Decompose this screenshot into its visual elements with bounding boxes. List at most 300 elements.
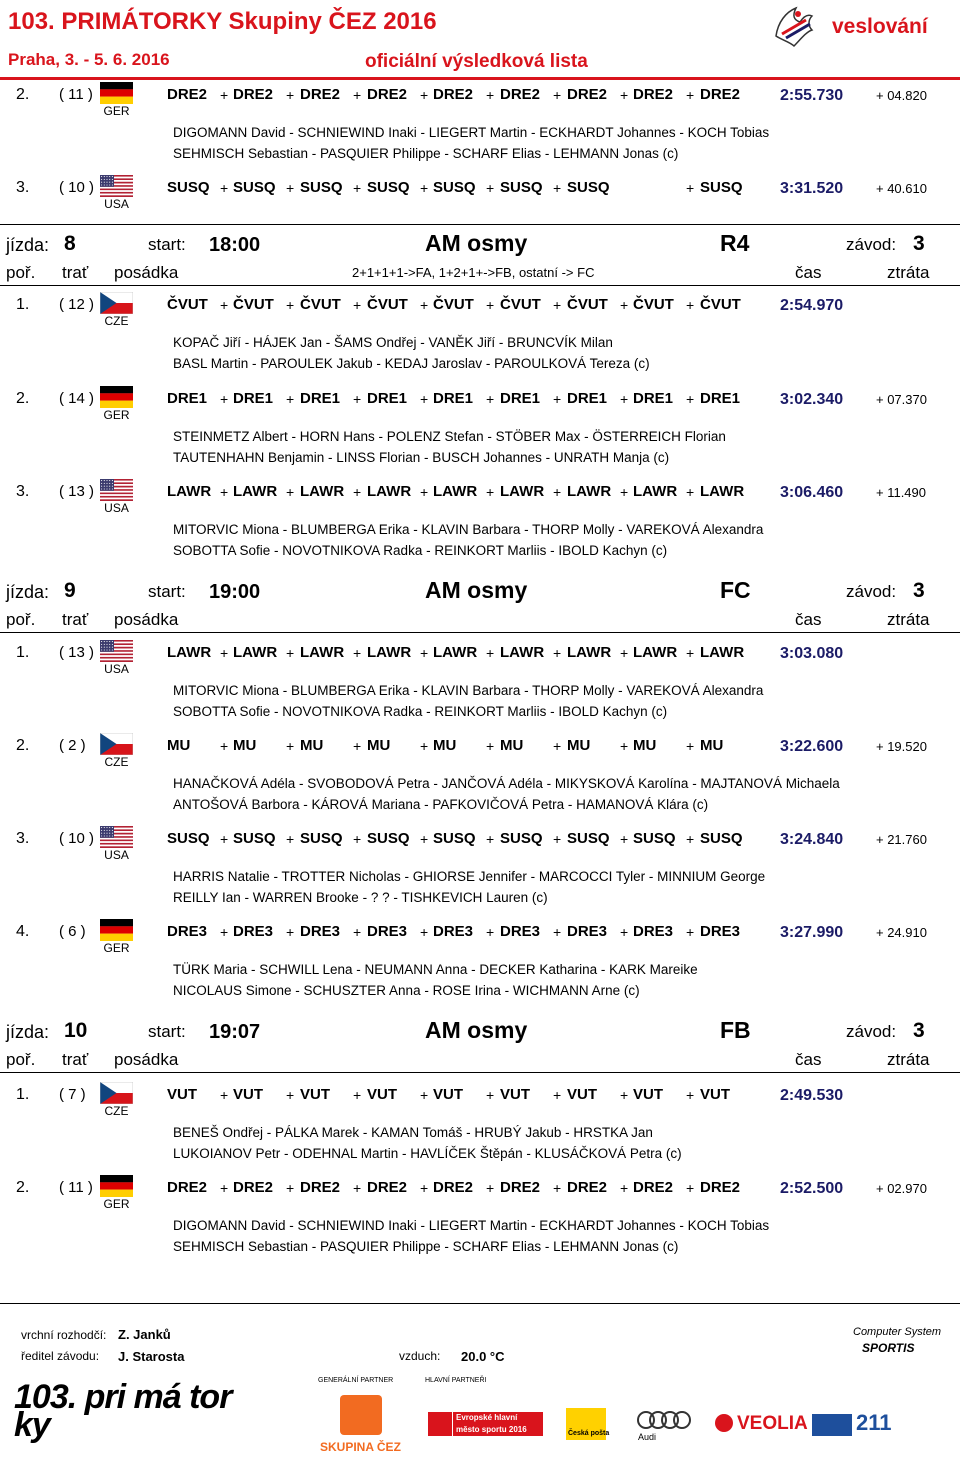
crew-code: DRE2: [167, 86, 208, 103]
crew-separator: +: [353, 831, 362, 847]
crew-separator: +: [553, 1180, 562, 1196]
crew-separator: +: [553, 831, 562, 847]
crew-separator: +: [553, 924, 562, 940]
crew-separator: +: [553, 738, 562, 754]
crew-separator: +: [420, 391, 429, 407]
country-code: USA: [104, 197, 129, 211]
vzp-logo-icon: [812, 1414, 852, 1436]
cze-flag-icon: [100, 1082, 133, 1104]
crew-separator: +: [686, 180, 695, 196]
result-position: 3.: [16, 483, 30, 500]
crew-separator: +: [286, 645, 295, 661]
crew-separator: +: [420, 297, 429, 313]
director-name: J. Starosta: [118, 1349, 185, 1364]
crew-separator: +: [686, 831, 695, 847]
crew-code: DRE2: [300, 1179, 341, 1196]
result-position: 2.: [16, 737, 30, 754]
usa-flag-icon: [100, 175, 133, 197]
col-header-loss: ztráta: [887, 1050, 930, 1069]
crew-code: LAWR: [300, 483, 345, 500]
crew-code: DRE1: [700, 390, 741, 407]
usa-flag-icon: [100, 479, 133, 501]
audi-logo-text: Audi: [638, 1432, 657, 1442]
race-code: FB: [720, 1017, 751, 1043]
country-code: GER: [103, 941, 130, 955]
race-label: jízda:: [6, 235, 50, 255]
sportis-logo: SPORTIS: [862, 1341, 915, 1355]
crew-separator: +: [420, 831, 429, 847]
crew-separator: +: [486, 1180, 495, 1196]
race-name: AM osmy: [425, 577, 528, 603]
ger-flag-icon: [100, 82, 133, 104]
crew-code: VUT: [367, 1086, 397, 1103]
crew-code: SUSQ: [233, 179, 276, 196]
crew-code: DRE1: [500, 390, 541, 407]
crew-separator: +: [286, 297, 295, 313]
crew-separator: +: [286, 1180, 295, 1196]
event-logo-text: 103. pri má tor ky: [14, 1378, 232, 1444]
crew-code: LAWR: [300, 644, 345, 661]
col-header-time: čas: [795, 263, 822, 282]
crew-separator: +: [553, 297, 562, 313]
col-header-lane: trať: [62, 263, 89, 282]
crew-code: DRE3: [300, 923, 341, 940]
crew-code: LAWR: [433, 644, 478, 661]
crew-separator: +: [286, 180, 295, 196]
results-list-title: oficiální výsledková lista: [365, 51, 588, 72]
crew-separator: +: [686, 484, 695, 500]
crew-code: SUSQ: [167, 830, 210, 847]
crew-code: DRE2: [700, 1179, 741, 1196]
crew-separator: +: [686, 645, 695, 661]
crew-code: VUT: [500, 1086, 530, 1103]
col-header-time: čas: [795, 610, 822, 629]
crew-code: DRE3: [633, 923, 674, 940]
crew-code: SUSQ: [633, 830, 676, 847]
crew-code: ČVUT: [300, 296, 341, 313]
result-position: 4.: [16, 923, 30, 940]
crew-separator: +: [620, 738, 629, 754]
crew-code: SUSQ: [500, 830, 543, 847]
usa-flag-icon: [100, 640, 133, 662]
crew-names-line: TÜRK Maria - SCHWILL Lena - NEUMANN Anna - DECKER Katharina - KARK Mareike: [173, 962, 698, 977]
race-label: jízda:: [6, 582, 50, 602]
crew-code: DRE1: [300, 390, 341, 407]
crew-separator: +: [420, 87, 429, 103]
crew-code: MU: [567, 737, 591, 754]
crew-separator: +: [486, 645, 495, 661]
crew-code: ČVUT: [367, 296, 408, 313]
result-loss: + 07.370: [876, 392, 927, 407]
crew-code: MU: [300, 737, 324, 754]
crew-separator: +: [220, 831, 229, 847]
crew-separator: +: [353, 924, 362, 940]
air-temp-label: vzduch:: [399, 1349, 441, 1363]
col-header-lane: trať: [62, 1050, 89, 1069]
cez-logo-icon: [340, 1395, 382, 1435]
crew-separator: +: [220, 297, 229, 313]
race-number: 8: [64, 232, 76, 255]
general-partner-label: GENERÁLNÍ PARTNER: [318, 1377, 394, 1384]
cze-flag-icon: [100, 733, 133, 755]
country-code: CZE: [104, 314, 129, 328]
race-header-divider: [0, 1072, 960, 1073]
crew-code: SUSQ: [367, 830, 410, 847]
event-number: 3: [913, 232, 925, 255]
crew-separator: +: [686, 924, 695, 940]
crew-separator: +: [353, 1180, 362, 1196]
crew-code: LAWR: [167, 483, 212, 500]
event-logo: [14, 1378, 274, 1444]
crew-separator: +: [220, 1087, 229, 1103]
event-dates: Praha, 3. - 5. 6. 2016: [8, 50, 170, 69]
country-code: GER: [103, 408, 130, 422]
crew-separator: +: [420, 180, 429, 196]
crew-separator: +: [620, 645, 629, 661]
crew-names-line: BASL Martin - PAROULEK Jakub - KEDAJ Jaroslav - PAROULKOVÁ Tereza (c): [173, 356, 650, 371]
crew-code: SUSQ: [300, 179, 343, 196]
crew-separator: +: [620, 924, 629, 940]
country-code: USA: [104, 501, 129, 515]
crew-code: SUSQ: [700, 830, 743, 847]
crew-code: DRE2: [567, 86, 608, 103]
crew-code: LAWR: [433, 483, 478, 500]
crew-separator: +: [486, 87, 495, 103]
crew-code: DRE2: [700, 86, 741, 103]
crew-code: DRE2: [433, 1179, 474, 1196]
result-lane: ( 11 ): [59, 86, 93, 103]
crew-separator: +: [620, 831, 629, 847]
crew-separator: +: [220, 645, 229, 661]
crew-code: DRE2: [633, 86, 674, 103]
crew-separator: +: [353, 645, 362, 661]
race-header-divider: [0, 632, 960, 633]
crew-code: SUSQ: [567, 179, 610, 196]
crew-code: LAWR: [633, 644, 678, 661]
col-header-crew: posádka: [114, 1050, 179, 1069]
crew-separator: +: [220, 1180, 229, 1196]
crew-separator: +: [420, 1087, 429, 1103]
result-lane: ( 13 ): [59, 483, 95, 500]
crew-separator: +: [486, 831, 495, 847]
crew-code: DRE3: [167, 923, 208, 940]
cez-logo-text: SKUPINA ČEZ: [320, 1440, 401, 1454]
race-label: jízda:: [6, 1022, 50, 1042]
ceska-posta-logo-text: Česká pošta: [568, 1430, 610, 1437]
crew-separator: +: [220, 180, 229, 196]
crew-names-line: REILLY Ian - WARREN Brooke - ? ? - TISHKEVICH Lauren (c): [173, 890, 548, 905]
result-time: 3:03.080: [780, 645, 844, 662]
result-loss: + 11.490: [876, 485, 927, 500]
result-time: 3:24.840: [780, 831, 844, 848]
crew-code: DRE2: [233, 86, 274, 103]
crew-separator: +: [220, 738, 229, 754]
crew-code: DRE3: [367, 923, 408, 940]
ger-flag-icon: [100, 919, 133, 941]
crew-separator: +: [286, 831, 295, 847]
czech-rowing-emblem-icon: [768, 2, 820, 52]
crew-code: LAWR: [567, 644, 612, 661]
result-lane: ( 14 ): [59, 390, 95, 407]
crew-code: MU: [367, 737, 391, 754]
result-lane: ( 10 ): [59, 179, 95, 196]
race-code: FC: [720, 577, 751, 603]
crew-separator: +: [353, 87, 362, 103]
crew-separator: +: [486, 924, 495, 940]
crew-names-line: SOBOTTA Sofie - NOVOTNIKOVA Radka - REINKORT Marliis - IBOLD Kachyn (c): [173, 704, 668, 719]
result-time: 3:27.990: [780, 924, 844, 941]
crew-code: LAWR: [633, 483, 678, 500]
crew-code: DRE2: [567, 1179, 608, 1196]
crew-separator: +: [486, 391, 495, 407]
crew-code: VUT: [700, 1086, 730, 1103]
crew-separator: +: [420, 484, 429, 500]
col-header-crew: posádka: [114, 610, 179, 629]
crew-names-line: MITORVIC Miona - BLUMBERGA Erika - KLAVIN Barbara - THORP Molly - VAREKOVÁ Alexandra: [173, 683, 764, 698]
crew-code: MU: [167, 737, 191, 754]
crew-code: DRE1: [433, 390, 474, 407]
sport-name: veslování: [832, 15, 928, 38]
ger-flag-icon: [100, 1175, 133, 1197]
crew-code: MU: [500, 737, 524, 754]
main-partners-label: HLAVNÍ PARTNEŘI: [425, 1377, 487, 1384]
crew-separator: +: [686, 1180, 695, 1196]
crew-names-line: ANTOŠOVÁ Barbora - KÁROVÁ Mariana - PAFKOVIČOVÁ Petra - HAMANOVÁ Klára (c): [173, 797, 709, 812]
crew-separator: +: [286, 391, 295, 407]
crew-code: VUT: [167, 1086, 197, 1103]
result-lane: ( 11 ): [59, 1179, 93, 1196]
referee-label: vrchní rozhodčí:: [21, 1328, 107, 1342]
crew-code: ČVUT: [633, 296, 674, 313]
crew-separator: +: [686, 297, 695, 313]
crew-separator: +: [286, 484, 295, 500]
result-time: 2:52.500: [780, 1180, 844, 1197]
crew-code: DRE1: [367, 390, 408, 407]
crew-code: ČVUT: [233, 296, 274, 313]
crew-code: DRE2: [633, 1179, 674, 1196]
crew-separator: +: [220, 87, 229, 103]
result-lane: ( 6 ): [59, 923, 86, 940]
crew-separator: +: [553, 484, 562, 500]
crew-separator: +: [553, 391, 562, 407]
crew-separator: +: [686, 391, 695, 407]
crew-code: LAWR: [500, 483, 545, 500]
crew-code: DRE1: [633, 390, 674, 407]
crew-separator: +: [286, 924, 295, 940]
crew-separator: +: [486, 297, 495, 313]
country-code: CZE: [104, 755, 129, 769]
race-name: AM osmy: [425, 1017, 528, 1043]
crew-separator: +: [620, 484, 629, 500]
crew-code: MU: [700, 737, 724, 754]
crew-code: MU: [433, 737, 457, 754]
crew-separator: +: [220, 924, 229, 940]
crew-code: DRE1: [167, 390, 208, 407]
crew-code: VUT: [567, 1086, 597, 1103]
crew-code: VUT: [633, 1086, 663, 1103]
crew-separator: +: [486, 484, 495, 500]
crew-separator: +: [686, 87, 695, 103]
crew-names-line: SEHMISCH Sebastian - PASQUIER Philippe - SCHARF Elias - LEHMANN Jonas (c): [173, 146, 679, 161]
crew-separator: +: [486, 1087, 495, 1103]
country-code: GER: [103, 1197, 130, 1211]
crew-code: DRE1: [567, 390, 608, 407]
col-header-loss: ztráta: [887, 263, 930, 282]
crew-names-line: MITORVIC Miona - BLUMBERGA Erika - KLAVIN Barbara - THORP Molly - VAREKOVÁ Alexandra: [173, 522, 764, 537]
race-code: R4: [720, 230, 750, 256]
result-position: 2.: [16, 86, 30, 103]
crew-separator: +: [620, 1180, 629, 1196]
crew-code: DRE2: [300, 86, 341, 103]
race-header-divider: [0, 285, 960, 286]
crew-code: MU: [233, 737, 257, 754]
crew-separator: +: [686, 1087, 695, 1103]
crew-names-line: SOBOTTA Sofie - NOVOTNIKOVA Radka - REINKORT Marliis - IBOLD Kachyn (c): [173, 543, 668, 558]
start-time: 19:00: [209, 581, 261, 603]
crew-separator: +: [553, 645, 562, 661]
crew-code: LAWR: [233, 483, 278, 500]
col-header-lane: trať: [62, 610, 89, 629]
col-header-crew: posádka: [114, 263, 179, 282]
result-position: 1.: [16, 296, 30, 313]
ger-flag-icon: [100, 386, 133, 408]
result-loss: + 02.970: [876, 1181, 927, 1196]
result-loss: + 40.610: [876, 181, 927, 196]
air-temp-value: 20.0 °C: [461, 1349, 505, 1364]
crew-code: ČVUT: [433, 296, 474, 313]
crew-code: DRE2: [500, 86, 541, 103]
crew-separator: +: [220, 391, 229, 407]
crew-separator: +: [353, 1087, 362, 1103]
crew-names-line: HANAČKOVÁ Adéla - SVOBODOVÁ Petra - JANČOVÁ Adéla - MIKYSKOVÁ Karolína - MAJTANOVÁ Michaela: [173, 776, 840, 791]
progression-rule: 2+1+1+1->FA, 1+2+1+->FB, ostatní -> FC: [352, 265, 595, 280]
crew-code: SUSQ: [233, 830, 276, 847]
col-header-time: čas: [795, 1050, 822, 1069]
referee-name: Z. Janků: [118, 1327, 171, 1342]
result-lane: ( 10 ): [59, 830, 95, 847]
crew-code: VUT: [433, 1086, 463, 1103]
crew-code: SUSQ: [300, 830, 343, 847]
event-label: závod:: [846, 1022, 897, 1041]
crew-code: VUT: [300, 1086, 330, 1103]
result-position: 1.: [16, 644, 30, 661]
crew-code: VUT: [233, 1086, 263, 1103]
vzp-logo-text: 211: [856, 1410, 892, 1435]
crew-names-line: HARRIS Natalie - TROTTER Nicholas - GHIORSE Jennifer - MARCOCCI Tyler - MINNIUM George: [173, 869, 766, 884]
crew-code: ČVUT: [567, 296, 608, 313]
result-loss: + 24.910: [876, 925, 927, 940]
result-time: 2:54.970: [780, 297, 844, 314]
start-time: 18:00: [209, 234, 261, 256]
result-lane: ( 13 ): [59, 644, 95, 661]
crew-separator: +: [420, 924, 429, 940]
veolia-logo-text: VEOLIA: [737, 1413, 808, 1434]
crew-code: LAWR: [700, 644, 745, 661]
footer-divider: [0, 1303, 960, 1304]
crew-code: ČVUT: [167, 296, 208, 313]
result-time: 3:02.340: [780, 391, 844, 408]
event-label: závod:: [846, 235, 897, 254]
col-header-position: poř.: [6, 263, 36, 282]
crew-names-line: LUKOIANOV Petr - ODEHNAL Martin - HAVLÍČEK Štěpán - KLUSÁČKOVÁ Petra (c): [173, 1146, 682, 1161]
event-number: 3: [913, 1019, 925, 1042]
race-number: 10: [64, 1019, 88, 1042]
crew-separator: +: [353, 738, 362, 754]
crew-names-line: TAUTENHAHN Benjamin - LINSS Florian - BUSCH Johannes - UNRATH Manja (c): [173, 450, 670, 465]
crew-separator: +: [286, 87, 295, 103]
crew-separator: +: [620, 297, 629, 313]
result-loss: + 19.520: [876, 739, 927, 754]
crew-code: SUSQ: [433, 830, 476, 847]
start-label: start:: [148, 235, 186, 254]
crew-code: DRE3: [433, 923, 474, 940]
result-time: 3:22.600: [780, 738, 844, 755]
header-divider: [0, 77, 960, 80]
crew-code: DRE3: [500, 923, 541, 940]
result-lane: ( 2 ): [59, 737, 86, 754]
race-number: 9: [64, 579, 76, 602]
crew-separator: +: [553, 87, 562, 103]
crew-separator: +: [420, 645, 429, 661]
praha-logo-text: Evropské hlavní město sportu 2016: [453, 1412, 543, 1436]
race-name: AM osmy: [425, 230, 528, 256]
crew-code: ČVUT: [500, 296, 541, 313]
crew-code: LAWR: [367, 483, 412, 500]
crew-code: DRE3: [233, 923, 274, 940]
crew-code: LAWR: [700, 483, 745, 500]
result-time: 2:49.530: [780, 1087, 844, 1104]
col-header-position: poř.: [6, 1050, 36, 1069]
crew-names-line: KOPAČ Jiří - HÁJEK Jan - ŠAMS Ondřej - VANĚK Jiří - BRUNCVÍK Milan: [173, 335, 613, 350]
crew-separator: +: [486, 738, 495, 754]
country-code: GER: [103, 104, 130, 118]
result-loss: + 04.820: [876, 88, 927, 103]
race-block-divider: [0, 224, 960, 225]
usa-flag-icon: [100, 826, 133, 848]
crew-code: LAWR: [233, 644, 278, 661]
result-time: 2:55.730: [780, 87, 844, 104]
crew-code: DRE2: [233, 1179, 274, 1196]
col-header-position: poř.: [6, 610, 36, 629]
result-position: 3.: [16, 830, 30, 847]
crew-code: ČVUT: [700, 296, 741, 313]
result-position: 1.: [16, 1086, 30, 1103]
crew-code: SUSQ: [500, 179, 543, 196]
page-title: 103. PRIMÁTORKY Skupiny ČEZ 2016: [8, 8, 437, 35]
crew-code: DRE2: [500, 1179, 541, 1196]
crew-names-line: BENEŠ Ondřej - PÁLKA Marek - KAMAN Tomáš - HRUBÝ Jakub - HRSTKA Jan: [173, 1125, 653, 1140]
crew-code: SUSQ: [700, 179, 743, 196]
event-label: závod:: [846, 582, 897, 601]
result-lane: ( 7 ): [59, 1086, 86, 1103]
computer-system-label: Computer System: [853, 1326, 942, 1338]
crew-code: SUSQ: [567, 830, 610, 847]
crew-separator: +: [620, 87, 629, 103]
country-code: CZE: [104, 1104, 129, 1118]
crew-code: DRE2: [167, 1179, 208, 1196]
crew-code: LAWR: [500, 644, 545, 661]
crew-code: MU: [633, 737, 657, 754]
crew-separator: +: [620, 391, 629, 407]
crew-separator: +: [286, 1087, 295, 1103]
crew-code: SUSQ: [433, 179, 476, 196]
country-code: USA: [104, 848, 129, 862]
crew-code: DRE1: [233, 390, 274, 407]
result-position: 3.: [16, 179, 30, 196]
crew-code: DRE2: [367, 86, 408, 103]
crew-code: SUSQ: [367, 179, 410, 196]
country-code: USA: [104, 662, 129, 676]
